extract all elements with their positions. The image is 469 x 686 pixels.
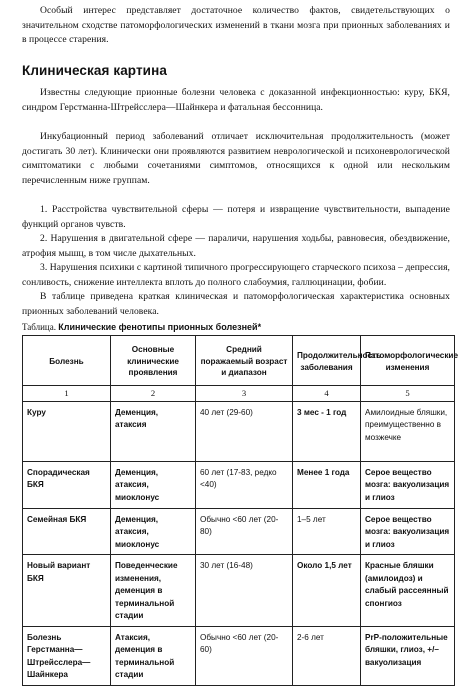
header-duration: Продолжительность заболевания: [293, 336, 361, 386]
paragraph-incubation: Инкубационный период заболеваний отличает исключительная продолжительность (может достигать 30 лет). Клинически они проявляются развитием неврологической и психоневрологической симптоматики с любыми сочетаниями симптомов, относящихся к одной или нескольким перечисленным ниже группам.: [22, 131, 450, 186]
table-caption-title: Клинические фенотипы прионных болезней*: [58, 322, 262, 332]
column-number-row: [23, 386, 455, 402]
cell-age: 60 лет (17-83, редко <40): [196, 461, 293, 508]
header-age: Средний поражаемый возраст и диапазон: [196, 336, 293, 386]
paragraph-group-3: 3. Нарушения психики с картиной типичного прогрессирующего старческого психоза – депрессия, сонливость, снижение интеллекта вплоть до полного слабоумия, галлюцинации, фобии.: [22, 262, 450, 288]
cell-duration: 3 мес - 1 год: [293, 401, 361, 461]
table-caption-prefix: Таблица.: [22, 322, 56, 332]
cell-age: 40 лет (29-60): [196, 401, 293, 461]
cell-duration: Около 1,5 лет: [293, 555, 361, 627]
cell-disease: Куру: [23, 401, 111, 461]
cell-pathology: Амилоидные бляшки, преимущественно в мозжечке: [361, 401, 455, 461]
cell-duration: 1–5 лет: [293, 508, 361, 555]
table-row: [23, 508, 455, 555]
cell-age: Обычно <60 лет (20-80): [196, 508, 293, 555]
table-row: [23, 626, 455, 685]
cell-disease: Болезнь Герстманна—Штрейсслера— Шайнкера: [23, 626, 111, 685]
header-disease: Болезнь: [23, 336, 111, 386]
intro-paragraph: Особый интерес представляет достаточное количество фактов, свидетельствующих о значительном сходстве патоморфологических изменений в ткани мозга при прионных заболеваниях и в процессе старения.: [22, 5, 450, 45]
header-clinical: Основные клинические проявления: [111, 336, 196, 386]
table-row: [23, 555, 455, 627]
cell-clinical: Деменция, атаксия: [111, 401, 196, 461]
cell-clinical: Деменция, атаксия, миоклонус: [111, 461, 196, 508]
table-caption: [22, 322, 261, 332]
cell-pathology: Серое вещество мозга: вакуолизация и глиоз: [361, 508, 455, 555]
phenotypes-table: [22, 335, 459, 686]
cell-disease: Спорадическая БКЯ: [23, 461, 111, 508]
paragraph-table-intro: В таблице приведена краткая клиническая и патоморфологическая характеристика основных прионных заболеваний человека.: [22, 291, 450, 317]
table-header-row: [23, 336, 455, 386]
cell-age: 30 лет (16-48): [196, 555, 293, 627]
cell-disease: Новый вариант БКЯ: [23, 555, 111, 627]
column-number: 4: [293, 386, 361, 402]
header-pathology: Патоморфологические изменения: [361, 336, 455, 386]
paragraph-group-1: 1. Расстройства чувствительной сферы — потеря и извращение чувствительности, выпадение функций органов чувств.: [22, 204, 450, 230]
cell-disease: Семейная БКЯ: [23, 508, 111, 555]
cell-clinical: Атаксия, деменция в терминальной стадии: [111, 626, 196, 685]
column-number: 2: [111, 386, 196, 402]
column-number: 3: [196, 386, 293, 402]
section-heading: Клиническая картина: [22, 63, 167, 78]
column-number: 5: [361, 386, 455, 402]
paragraph-group-2: 2. Нарушения в двигательной сфере — параличи, нарушения ходьбы, равновесия, обездвижение, атрофия мышц, в том числе дыхательных.: [22, 233, 450, 259]
cell-clinical: Поведенческие изменения, деменция в терминальной стадии: [111, 555, 196, 627]
cell-pathology: PrP-положительные бляшки, глиоз, +/– вакуолизация: [361, 626, 455, 685]
paragraph-diseases: Известны следующие прионные болезни человека с доказанной инфекционностью: куру, БКЯ, синдром Герстманна-Штрейсслера—Шайнкера и фатальная бессонница.: [22, 87, 450, 113]
table-row: [23, 461, 455, 508]
cell-pathology: Красные бляшки (амилоидоз) и слабый рассеянный спонгиоз: [361, 555, 455, 627]
table-row: [23, 401, 455, 461]
cell-duration: 2-6 лет: [293, 626, 361, 685]
cell-pathology: Серое вещество мозга: вакуолизация и глиоз: [361, 461, 455, 508]
cell-age: Обычно <60 лет (20-60): [196, 626, 293, 685]
cell-duration: Менее 1 года: [293, 461, 361, 508]
column-number: 1: [23, 386, 111, 402]
cell-clinical: Деменция, атаксия, миоклонус: [111, 508, 196, 555]
